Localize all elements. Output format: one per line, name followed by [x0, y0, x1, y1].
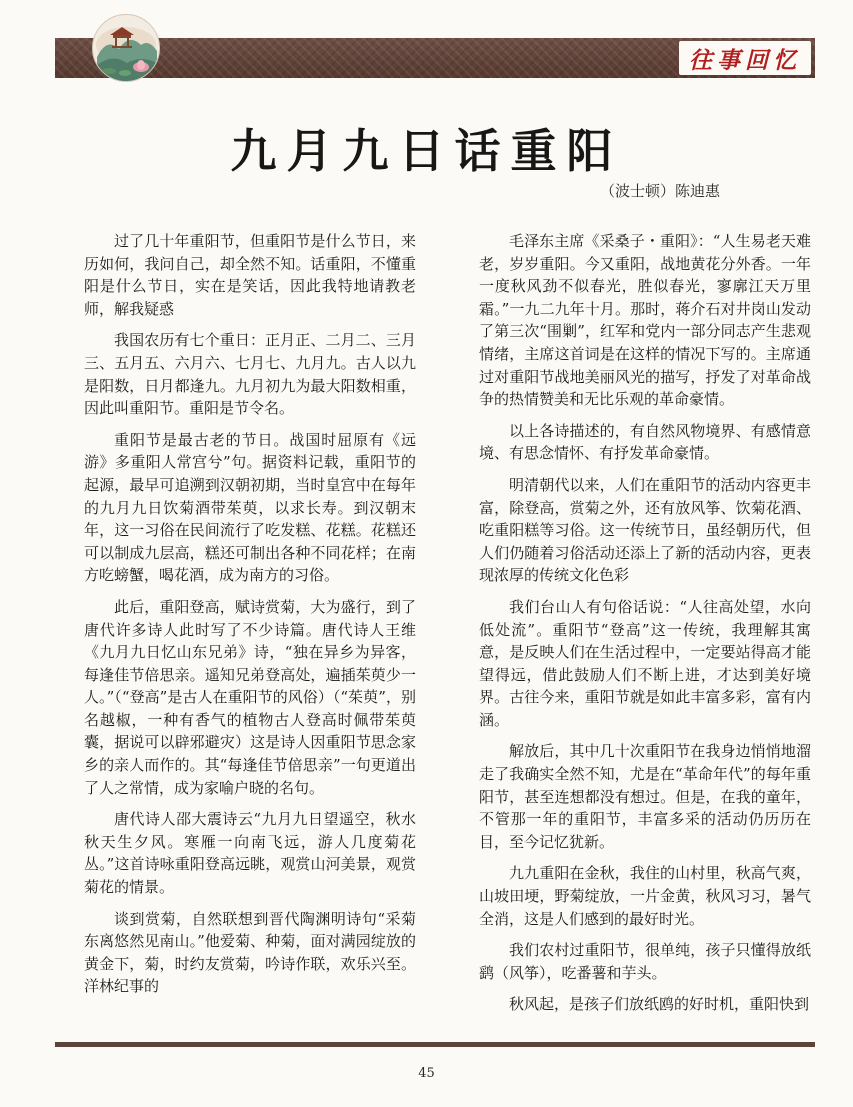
left-column — [84, 230, 416, 1007]
paragraph: 我国农历有七个重日：正月正、二月二、三月三、五月五、六月六、七月七、九月九。古人以九是阳数，日月都逢九。九月初九为最大阳数相重，因此叫重阳节。重阳是节令名。 — [84, 331, 416, 418]
paragraph: 以上各诗描述的，有自然风物境界、有感情意境、有思念情怀、有抒发革命豪情。 — [479, 421, 811, 463]
header-banner — [55, 38, 815, 78]
paragraph: 谈到赏菊，自然联想到晋代陶渊明诗句“采菊东离悠然见南山。”他爱菊、种菊，面对满园绽放的黄金下，菊，时约友赏菊，吟诗作联，欢乐兴至。洋林纪事的 — [84, 909, 416, 996]
article-author: （波士顿）陈迪惠 — [600, 182, 721, 200]
paragraph: 解放后，其中几十次重阳节在我身边悄悄地溜走了我确实全然不知，尤是在“革命年代”的每年重阳节，甚至连想都没有想过。但是，在我的童年，不管那一年的重阳节，丰富多采的活动仍历历在目，至今记忆犹新。 — [479, 742, 811, 851]
paragraph: 我们台山人有句俗话说：“人往高处望，水向低处流”。重阳节“登高”这一传统，我理解其寓意，是反映人们在生活过程中，一定要站得高才能望得远，借此鼓励人们不断上进，才达到美好境界。古往今来，重阳节就是如此丰富多彩，富有内涵。 — [479, 597, 811, 729]
paragraph: 我们农村过重阳节，很单纯，孩子只懂得放纸鹞（风筝），吃番薯和芋头。 — [479, 941, 811, 982]
section-label-box — [679, 41, 811, 75]
paragraph: 唐代诗人邵大震诗云“九月九日望遥空，秋水秋天生夕风。寒雁一向南飞远，游人几度菊花丛。”这首诗咏重阳登高远眺，观赏山河美景，观赏菊花的情景。 — [84, 810, 416, 897]
page-number: 45 — [418, 1066, 435, 1081]
article-title: 九月九日话重阳 — [230, 124, 623, 178]
section-label: 往事回忆 — [689, 47, 801, 74]
right-column — [479, 230, 811, 1025]
paragraph: 此后，重阳登高，赋诗赏菊，大为盛行，到了唐代许多诗人此时写了不少诗篇。唐代诗人王维《九月九日忆山东兄弟》诗，“独在异乡为异客，每逢佳节倍思亲。遥知兄弟登高处，遍插茱萸少一人。”（“登高”是古人在重阳节的风俗）（“茱萸”，别名越椒，一种有香气的植物古人登高时佩带茱萸囊，据说可以辟邪避灾）这是诗人因重阳节思念家乡的亲人而作的。其“每逢佳节倍思亲”一句更道出了人之常情，成为家喻户晓的名句。 — [84, 597, 416, 797]
pavilion-lotus-icon — [92, 14, 160, 82]
paragraph: 秋风起，是孩子们放纸鸥的好时机，重阳快到 — [509, 995, 810, 1014]
paragraph: 过了几十年重阳节，但重阳节是什么节日，来历如何，我问自己，却全然不知。话重阳，不懂重阳是什么节日，实在是笑话，因此我特地请教老师，解我疑惑 — [84, 232, 416, 318]
paragraph: 毛泽东主席《采桑子・重阳》：“人生易老天难老，岁岁重阳。今又重阳，战地黄花分外香。一年一度秋风劲不似春光，胜似春光，寥廓江天万里霜。”一九二九年十月。那时，蒋介石对井岗山发动了第三次“围剿”，红军和党内一部分同志产生悲观情绪，主席这首词是在这样的情况下写的。主席通过对重阳节战地美丽风光的描写，抒发了对革命战争的热情赞美和无比乐观的革命豪情。 — [479, 232, 811, 409]
footer-divider — [55, 1042, 815, 1047]
paragraph: 明清朝代以来，人们在重阳节的活动内容更丰富，除登高，赏菊之外，还有放风筝、饮菊花酒、吃重阳糕等习俗。这一传统节日，虽经朝历代，但人们仍随着习俗活动还添上了新的活动内容，更表现浓厚的传统文化色彩 — [479, 475, 811, 585]
paragraph: 九九重阳在金秋，我住的山村里，秋高气爽，山坡田埂，野菊绽放，一片金黄，秋风习习，暑气全消，这是人们感到的最好时光。 — [479, 864, 811, 928]
paragraph: 重阳节是最古老的节日。战国时屈原有《远游》多重阳人常宫兮”句。据资料记载，重阳节的起源，最早可追溯到汉朝初期，当时皇宫中在每年的九月九日饮菊酒带茱萸，以求长寿。到汉朝末年，这一习俗在民间流行了吃发糕、花糕。花糕还可以制成九层高，糕还可制出各种不同花样；在南方吃螃蟹，喝花酒，成为南方的习俗。 — [84, 430, 416, 585]
